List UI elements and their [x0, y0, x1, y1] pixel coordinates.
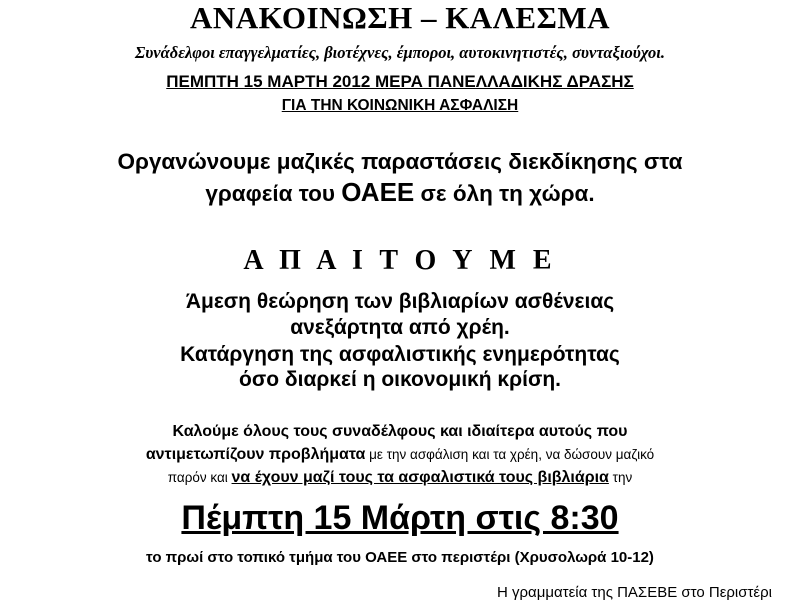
event-date-time: Πέμπτη 15 Μάρτη στις 8:30	[181, 499, 619, 538]
action-day-line: ΠΕΜΠΤΗ 15 ΜΑΡΤΗ 2012 ΜΕΡΑ ΠΑΝΕΛΛΑΔΙΚΗΣ ΔΡΑΣΗΣ	[166, 71, 634, 91]
call-paragraph	[10, 420, 790, 490]
action-day-subject-line: ΓΙΑ ΤΗΝ ΚΟΙΝΩΝΙΚΗ ΑΣΦΑΛΙΣΗ	[281, 96, 519, 114]
body-line-2-prefix: γραφεία του	[205, 181, 342, 207]
demand-2-line-2: όσο διαρκεί η οικονομική κρίση.	[239, 368, 561, 392]
announcement-document	[0, 2, 800, 602]
body-line-2-suffix: σε όλη τη χώρα.	[414, 181, 595, 207]
demand-item-1	[10, 289, 790, 340]
call-line-2-rest: με την ασφάλιση και τα χρέη, να δώσουν μαζικό	[365, 447, 655, 463]
signature: Η γραμματεία της ΠΑΣΕΒΕ στο Περιστέρι	[496, 583, 772, 601]
document-subtitle: Συνάδελφοι επαγγελματίες, βιοτέχνες, έμποροι, αυτοκινητιστές, συνταξιούχοι.	[135, 42, 665, 62]
demand-1-line-2: ανεξάρτητα από χρέη.	[290, 316, 510, 340]
body-paragraph	[10, 147, 790, 210]
demand-item-2	[10, 342, 790, 393]
call-line-3-emphasis: να έχουν μαζί τους τα ασφαλιστικά τους βιβλιάρια	[231, 469, 609, 487]
organization-name: ΟΑΕΕ	[341, 177, 415, 208]
demand-1-line-1: Άμεση θεώρηση των βιβλιαρίων ασθένειας	[185, 290, 615, 314]
call-line-3-suffix: την	[608, 470, 633, 486]
document-title: ΑΝΑΚΟΙΝΩΣΗ – ΚΑΛΕΣΜΑ	[189, 0, 611, 35]
demand-2-line-1: Κατάργηση της ασφαλιστικής ενημερότητας	[180, 342, 620, 366]
body-line-1: Οργανώνουμε μαζικές παραστάσεις διεκδίκησης στα	[117, 148, 683, 174]
call-line-1: Καλούμε όλους τους συναδέλφους και ιδιαίτερα αυτούς που	[172, 422, 628, 440]
call-line-2-emphasis: αντιμετωπίζουν προβλήματα	[145, 446, 366, 464]
event-venue: το πρωί στο τοπικό τμήμα του ΟΑΕΕ στο περιστέρι (Χρυσολωρά 10-12)	[146, 549, 654, 567]
call-line-3-prefix: παρόν και	[167, 470, 232, 486]
demand-heading: Α Π Α Ι Τ Ο Υ Μ Ε	[243, 245, 557, 277]
